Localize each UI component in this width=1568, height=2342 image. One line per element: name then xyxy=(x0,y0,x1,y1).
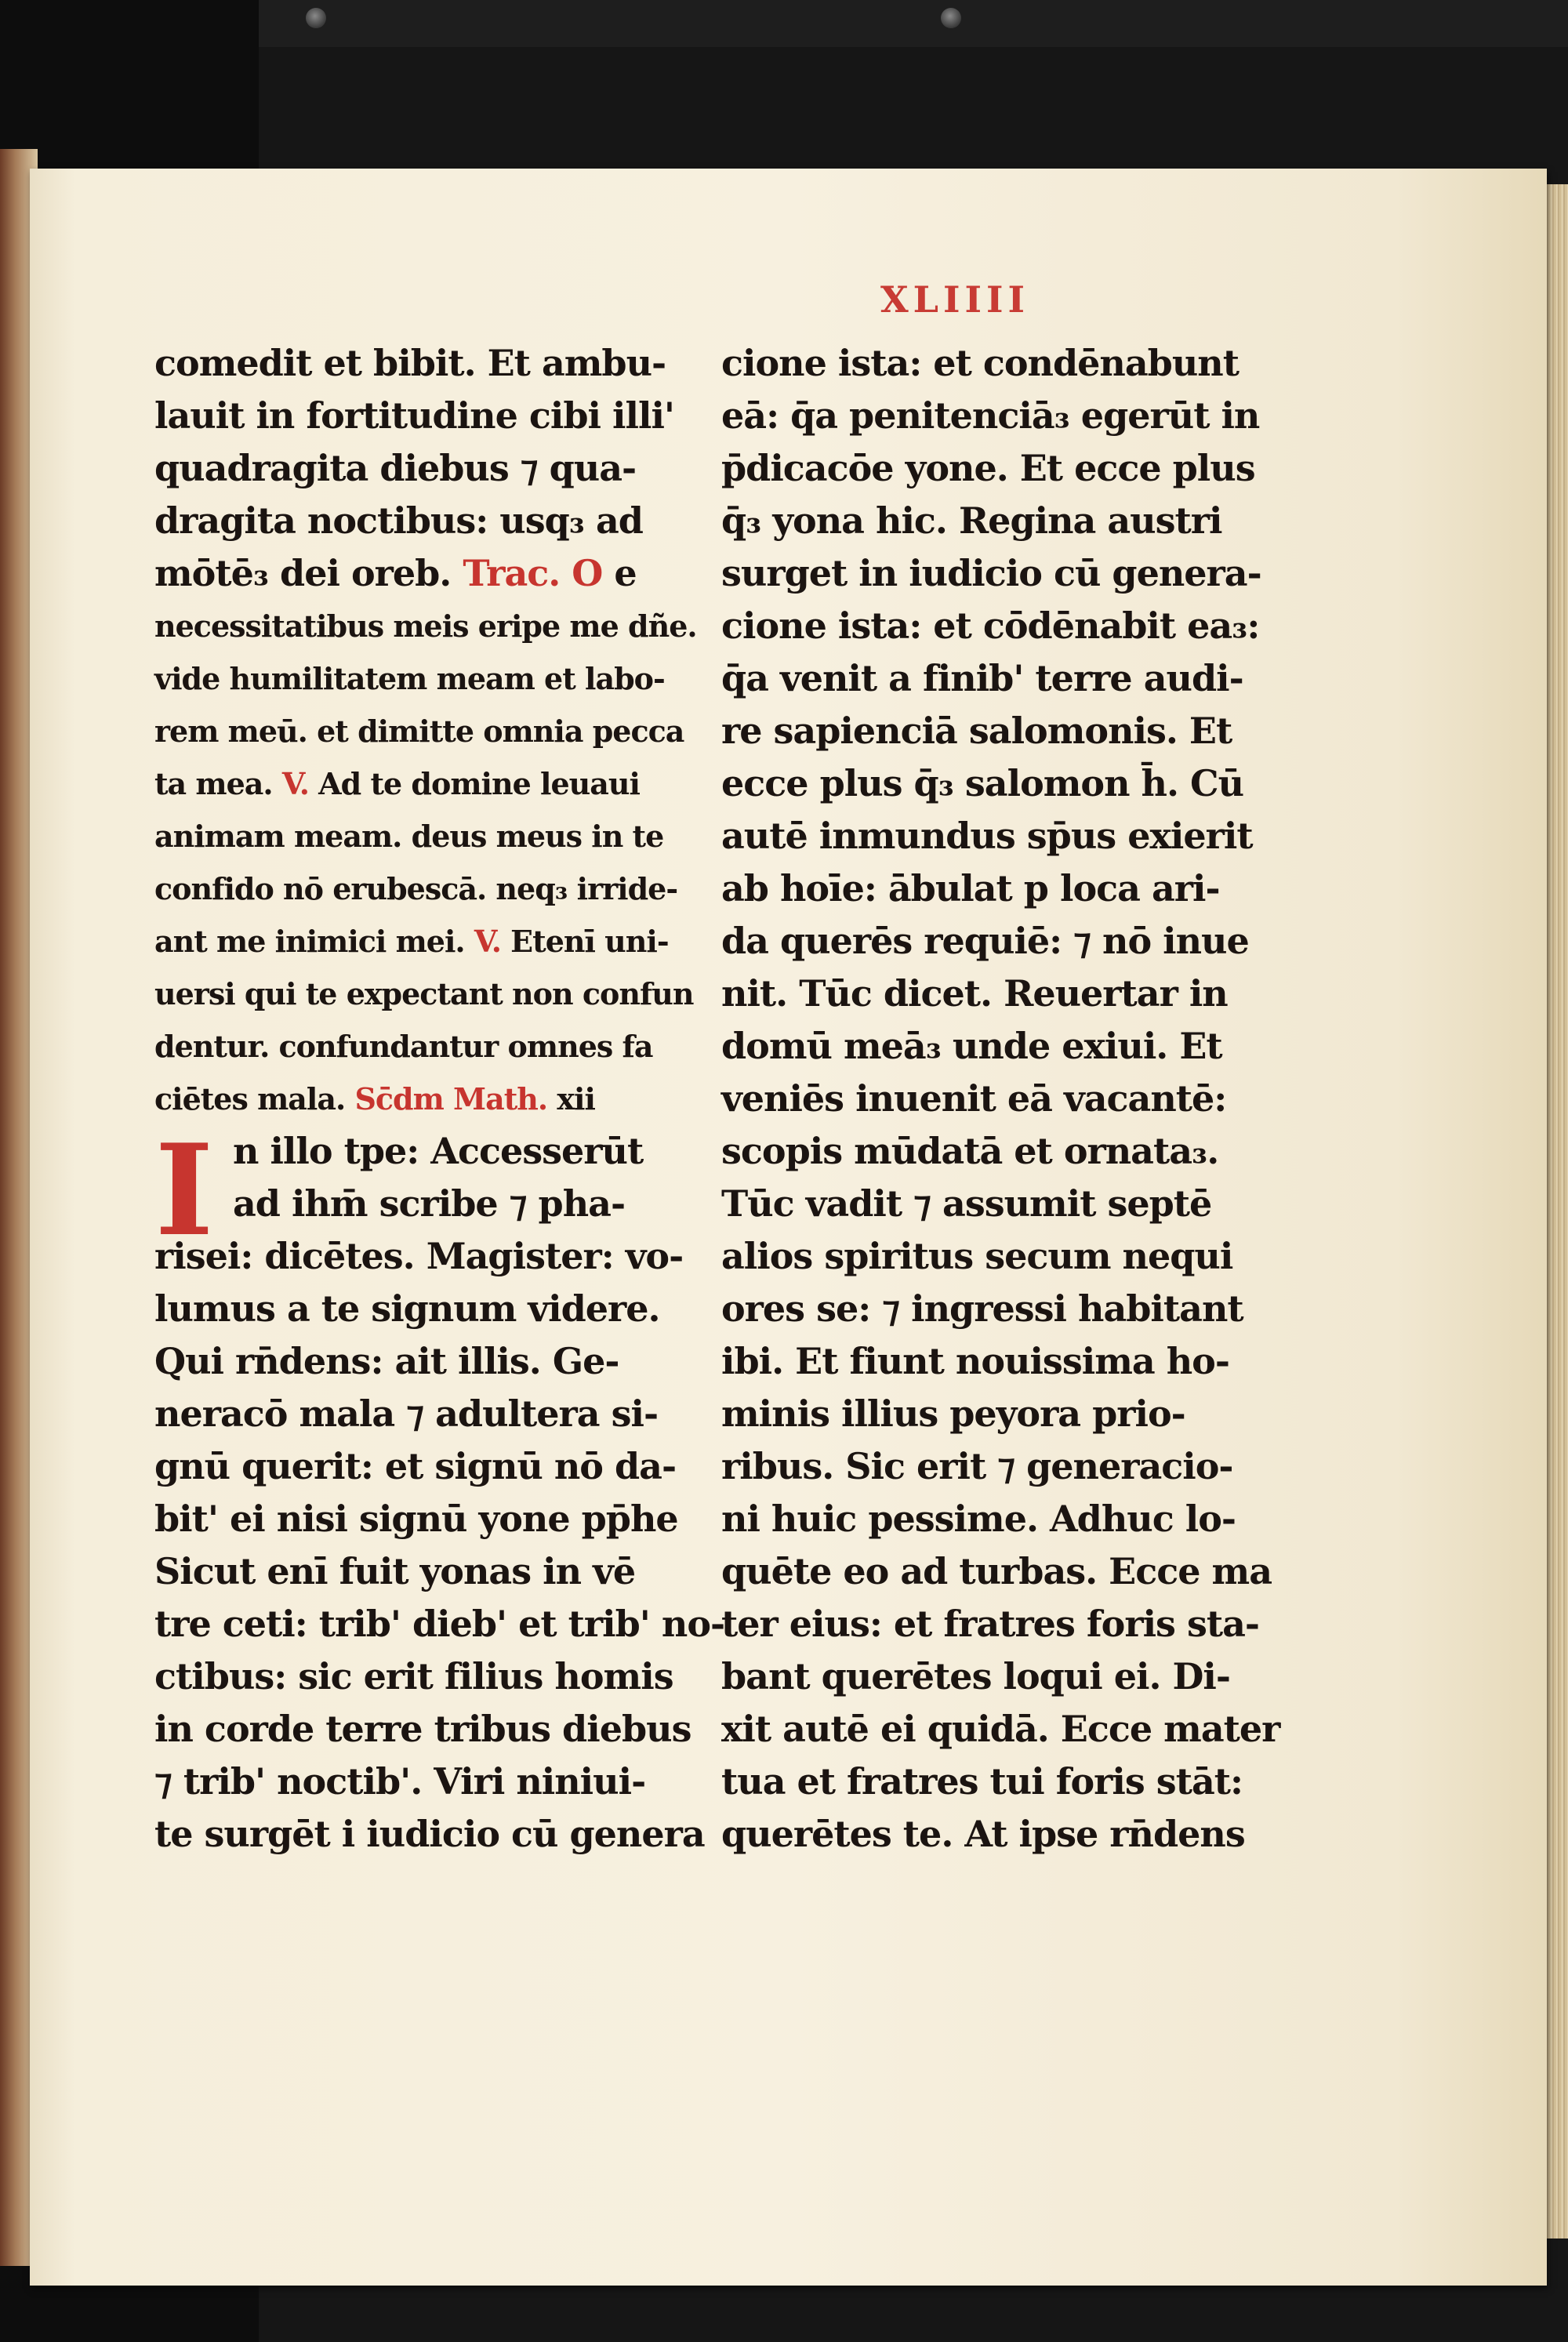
text-line: scopis mūdatā et ornata₃. xyxy=(721,1130,1219,1172)
screw-icon xyxy=(941,8,961,28)
text-line: lumus a te signum videre. xyxy=(154,1287,660,1330)
text-segment: mōtē₃ dei oreb. xyxy=(154,552,463,594)
folio-number: XLIIII xyxy=(880,278,1030,321)
screw-icon xyxy=(306,8,326,28)
text-line: ribus. Sic erit ⁊ generacio- xyxy=(721,1445,1233,1487)
text-line: dragita noctibus: usq₃ ad xyxy=(154,499,643,542)
text-line xyxy=(154,547,637,600)
text-line: animam meam. deus meus in te xyxy=(154,819,664,854)
text-line: Tūc vadit ⁊ assumit septē xyxy=(721,1182,1212,1225)
text-line: ter eius: et fratres foris sta- xyxy=(721,1603,1259,1645)
text-line: neracō mala ⁊ adultera si- xyxy=(154,1392,659,1435)
text-line xyxy=(154,757,640,810)
text-line: q̄a venit a finib' terre audi- xyxy=(721,657,1243,699)
text-line: ⁊ trib' noctib'. Viri niniui- xyxy=(154,1760,646,1803)
text-segment: ciētes mala. xyxy=(154,1081,355,1117)
text-line: necessitatibus meis eripe me dñe. xyxy=(154,608,697,644)
text-line: cione ista: et cōdēnabit ea₃: xyxy=(721,605,1260,647)
rubric-text: Trac. O xyxy=(463,552,603,594)
text-line: ad ihm̄ scribe ⁊ pha- xyxy=(233,1182,626,1225)
text-segment: Ad te domine leuaui xyxy=(308,766,640,801)
text-line: alios spiritus secum nequi xyxy=(721,1235,1233,1277)
text-line: ibi. Et fiunt nouissima ho- xyxy=(721,1340,1229,1382)
text-line: quadragita diebus ⁊ qua- xyxy=(154,447,637,489)
text-line: ctibus: sic erit filius homis xyxy=(154,1655,673,1697)
scanner-board-top xyxy=(259,0,1568,47)
text-line: dentur. confundantur omnes fa xyxy=(154,1029,653,1064)
text-line: risei: dicētes. Magister: vo- xyxy=(154,1235,684,1277)
text-line: gnū querit: et signū nō da- xyxy=(154,1445,677,1487)
text-line: q̄₃ yona hic. Regina austri xyxy=(721,499,1222,542)
text-line: te surgēt i iudicio cū genera xyxy=(154,1813,705,1855)
text-line xyxy=(154,1073,637,1125)
text-segment: e xyxy=(602,552,637,594)
text-line: domū meā₃ unde exiui. Et xyxy=(721,1025,1222,1067)
text-line: bant querētes loqui ei. Di- xyxy=(721,1655,1230,1697)
text-line: in corde terre tribus diebus xyxy=(154,1708,691,1750)
text-line: tre ceti: trib' dieb' et trib' no- xyxy=(154,1603,725,1645)
rubric-text: V. xyxy=(281,766,309,801)
text-line: bit' ei nisi signū yone pp̄he xyxy=(154,1498,678,1540)
text-segment: ant me inimici mei. xyxy=(154,924,474,959)
text-line: re sapienciā salomonis. Et xyxy=(721,710,1232,752)
initial-letter: I xyxy=(154,1117,214,1264)
text-line: tua et fratres tui foris stāt: xyxy=(721,1760,1243,1803)
text-line: n illo tpe: Accesserūt xyxy=(233,1130,644,1172)
text-segment: xii xyxy=(547,1081,595,1117)
text-line: uersi qui te expectant non confun xyxy=(154,976,694,1011)
rubric-text: V. xyxy=(474,924,501,959)
text-line: ni huic pessime. Adhuc lo- xyxy=(721,1498,1236,1540)
text-line xyxy=(154,915,669,968)
text-line: lauit in fortitudine cibi illi' xyxy=(154,394,674,437)
text-line: xit autē ei quidā. Ecce mater xyxy=(721,1708,1280,1750)
text-line: surget in iudicio cū genera- xyxy=(721,552,1261,594)
text-line: Sicut enī fuit yonas in vē xyxy=(154,1550,636,1592)
text-line: cione ista: et condēnabunt xyxy=(721,342,1239,384)
text-line: veniēs inuenit eā vacantē: xyxy=(721,1077,1227,1120)
text-line: vide humilitatem meam et labo- xyxy=(154,661,665,696)
text-line: p̄dicacōe yone. Et ecce plus xyxy=(721,447,1255,489)
text-line: nit. Tūc dicet. Reuertar in xyxy=(721,972,1228,1015)
text-line: rem meū. et dimitte omnia pecca xyxy=(154,713,684,749)
text-line: ab hoīe: ābulat p loca ari- xyxy=(721,867,1220,910)
text-line: autē inmundus sp̄us exierit xyxy=(721,815,1253,857)
text-line: da querēs requiē: ⁊ nō inue xyxy=(721,920,1249,962)
text-line: querētes te. At ipse rn̄dens xyxy=(721,1813,1245,1855)
left-text-column xyxy=(154,337,725,1861)
text-line: ores se: ⁊ ingressi habitant xyxy=(721,1287,1243,1330)
text-line: quēte eo ad turbas. Ecce ma xyxy=(721,1550,1272,1592)
text-line: comedit et bibit. Et ambu- xyxy=(154,342,666,384)
text-line: Qui rn̄dens: ait illis. Ge- xyxy=(154,1340,619,1382)
text-line: eā: q̄a penitenciā₃ egerūt in xyxy=(721,394,1260,437)
text-line: ecce plus q̄₃ salomon h̄. Cū xyxy=(721,762,1244,804)
text-line: minis illius peyora prio- xyxy=(721,1392,1185,1435)
text-segment: Etenī uni- xyxy=(500,924,669,959)
rubric-text: Sc̄dm Math. xyxy=(354,1081,548,1117)
right-text-column xyxy=(721,337,1280,1861)
text-segment: ta mea. xyxy=(154,766,282,801)
text-line: confido nō erubescā. neq₃ irride- xyxy=(154,871,678,906)
